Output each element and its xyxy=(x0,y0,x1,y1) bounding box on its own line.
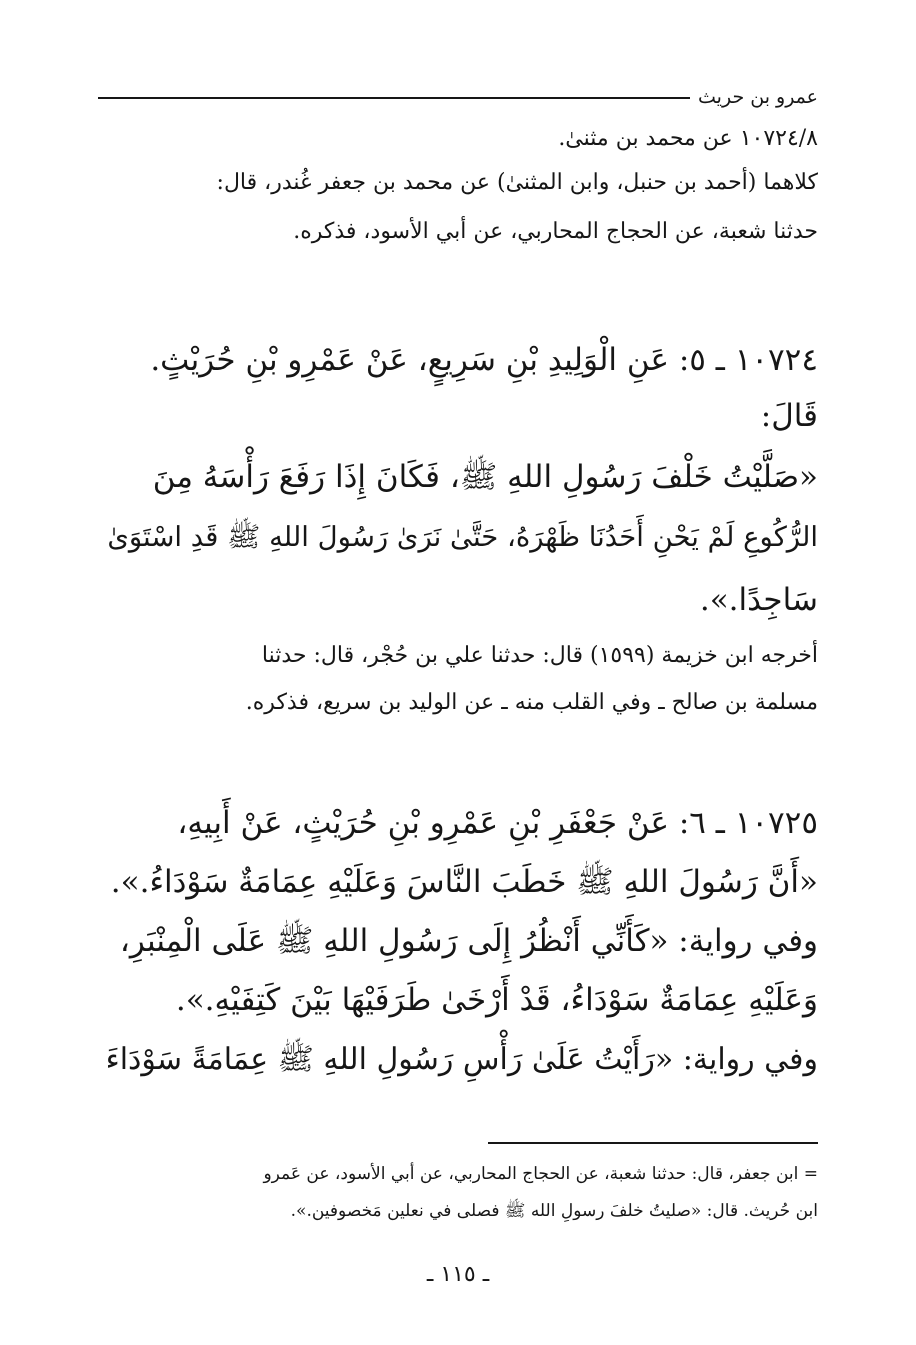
hadith-heading: ١٠٧٢٥ ـ ٦: عَنْ جَعْفَرِ بْنِ عَمْرِو بْنِ حُرَيْثٍ، عَنْ أَبِيهِ، xyxy=(177,805,818,841)
hadith-line: وفي رواية: «كَأَنِّي أَنْظُرُ إِلَى رَسُولِ اللهِ ﷺ عَلَى الْمِنْبَرِ، xyxy=(119,923,818,959)
text-line: مسلمة بن صالح ـ وفي القلب منه ـ عن الوليد بن سريع، فذكره. xyxy=(245,690,818,715)
text-line: كلاهما (أحمد بن حنبل، وابن المثنىٰ) عن محمد بن جعفر غُندر، قال: xyxy=(216,170,818,195)
text-line: أخرجه ابن خزيمة (١٥٩٩) قال: حدثنا علي بن حُجْر، قال: حدثنا xyxy=(261,643,818,668)
running-header xyxy=(98,82,818,112)
hadith-line: قَالَ: xyxy=(760,398,818,434)
hadith-line: «أَنَّ رَسُولَ اللهِ ﷺ خَطَبَ النَّاسَ وَعَلَيْهِ عِمَامَةٌ سَوْدَاءُ.». xyxy=(110,864,818,900)
hadith-line: سَاجِدًا.». xyxy=(699,582,818,618)
header-title: عمرو بن حريث xyxy=(690,82,818,112)
page-number: ـ ١١٥ ـ xyxy=(426,1262,490,1287)
hadith-heading: ١٠٧٢٤ ـ ٥: عَنِ الْوَلِيدِ بْنِ سَرِيعٍ، عَنْ عَمْرِو بْنِ حُرَيْثٍ. xyxy=(150,342,818,378)
text-line: حدثنا شعبة، عن الحجاج المحاربي، عن أبي الأسود، فذكره. xyxy=(293,219,818,244)
header-rule xyxy=(98,97,710,99)
hadith-line: وفي رواية: «رَأَيْتُ عَلَىٰ رَأْسِ رَسُولِ اللهِ ﷺ عِمَامَةً سَوْدَاءَ xyxy=(105,1042,818,1077)
hadith-line: الرُّكُوعِ لَمْ يَحْنِ أَحَدُنَا ظَهْرَهُ، حَتَّىٰ نَرَىٰ رَسُولَ اللهِ ﷺ قَدِ اسْتَوَىٰ xyxy=(107,521,818,553)
footnote-line: = ابن جعفر، قال: حدثنا شعبة، عن الحجاج المحاربي، عن أبي الأسود، عن عَمرو xyxy=(263,1164,818,1184)
hadith-line: وَعَلَيْهِ عِمَامَةٌ سَوْدَاءُ، قَدْ أَرْخَىٰ طَرَفَيْهَا بَيْنَ كَتِفَيْهِ.». xyxy=(175,982,818,1018)
hadith-line: «صَلَّيْتُ خَلْفَ رَسُولِ اللهِ ﷺ، فَكَانَ إِذَا رَفَعَ رَأْسَهُ مِنَ xyxy=(152,459,818,495)
text-line: ١٠٧٢٤/٨ عن محمد بن مثنىٰ. xyxy=(558,126,818,151)
footnote-rule xyxy=(488,1142,818,1144)
footnote-line: ابن حُريث. قال: «صليتُ خلفَ رسولِ الله ﷺ فصلى في نعلين مَخصوفين.». xyxy=(290,1201,818,1221)
